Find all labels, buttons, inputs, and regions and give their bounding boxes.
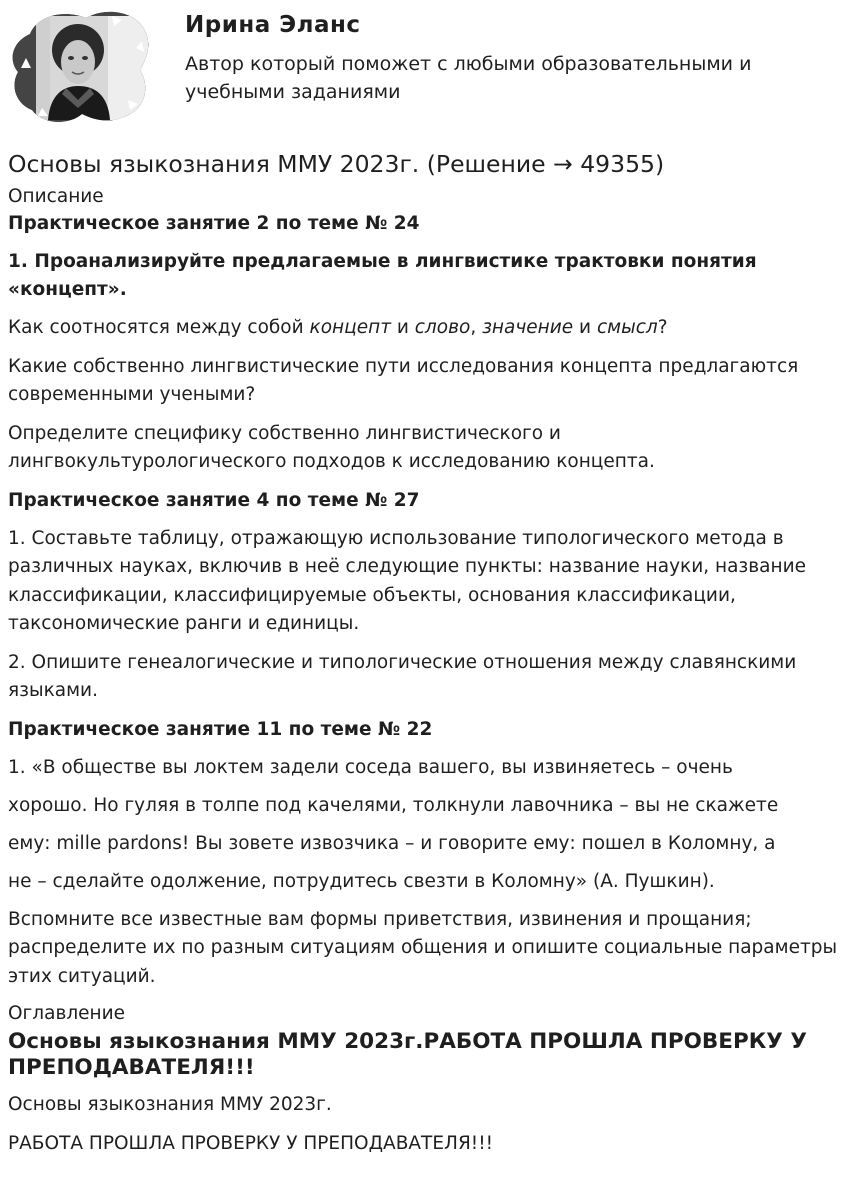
page-title: Основы языкознания ММУ 2023г. (Решение → 49355) (8, 150, 665, 178)
toc-line2: РАБОТА ПРОШЛА ПРОВЕРКУ У ПРЕПОДАВАТЕЛЯ!!! (8, 1132, 494, 1154)
q1-concept: концепт (309, 317, 391, 338)
pz11-task: Вспомните все известные вам формы приветствия, извинения и прощания; распределите их по разным ситуациям общения и опишите социальные параметры этих ситуаций. (8, 908, 838, 987)
q1-start: Как соотносятся между собой (8, 317, 310, 338)
pz4-heading: Практическое занятие 4 по теме № 27 (8, 489, 420, 511)
pz11-quote-line1: 1. «В обществе вы локтем задели соседа вашего, вы извиняетесь – очень (8, 756, 733, 778)
toc-label: Оглавление (8, 1003, 126, 1024)
author-header (0, 0, 847, 140)
pz11-heading: Практическое занятие 11 по теме № 22 (8, 718, 433, 740)
pz11-quote-line2: хорошо. Но гуляя в толпе под качелями, толкнули лавочника – вы не скажете (8, 794, 779, 816)
q1-and2: и (573, 317, 597, 338)
pz11-quote-line3: ему: mille pardons! Вы зовете извозчика – и говорите ему: пошел в Коломну, а (8, 832, 776, 854)
q1-and1: и (390, 317, 415, 338)
author-name[interactable]: Ирина Эланс (185, 12, 361, 38)
toc-line1: Основы языкознания ММУ 2023г. (8, 1094, 332, 1115)
pz2-question2: Какие собственно лингвистические пути исследования концепта предлагаются современными учеными? (8, 355, 799, 405)
author-description: Автор который поможет с любыми образовательными и учебными заданиями (185, 53, 752, 103)
toc-heading: Основы языкознания ММУ 2023г.РАБОТА ПРОШЛА ПРОВЕРКУ У ПРЕПОДАВАТЕЛЯ!!! (8, 1029, 807, 1080)
q1-word: слово (414, 317, 471, 338)
pz2-heading: Практическое занятие 2 по теме № 24 (8, 213, 420, 234)
pz2-task1: 1. Проанализируйте предлагаемые в лингвистике трактовки понятия «концепт». (8, 251, 757, 300)
q1-meaning: значение (482, 317, 574, 338)
author-avatar[interactable] (8, 8, 150, 126)
pz4-task2: 2. Опишите генеалогические и типологические отношения между славянскими языками. (8, 651, 797, 701)
pz11-quote-line4: не – сделайте одолжение, потрудитесь свезти в Коломну» (А. Пушкин). (8, 870, 715, 892)
description-label: Описание (8, 186, 104, 207)
q1-comma: , (470, 317, 483, 338)
q1-sense: смысл (596, 317, 658, 338)
document-content (8, 148, 838, 1168)
pz2-question3: Определите специфику собственно лингвистического и лингвокультурологического подходов к исследованию концепта. (8, 422, 655, 472)
pz2-question1 (8, 314, 838, 343)
q1-end: ? (657, 317, 668, 338)
pz4-task1: 1. Составьте таблицу, отражающую использование типологического метода в различных науках, включив в неё следующие пункты: название науки, название классификации, классифицируемые объекты, основания классификации, таксономические ранги и единицы. (8, 527, 807, 634)
author-photo-icon (8, 8, 150, 126)
